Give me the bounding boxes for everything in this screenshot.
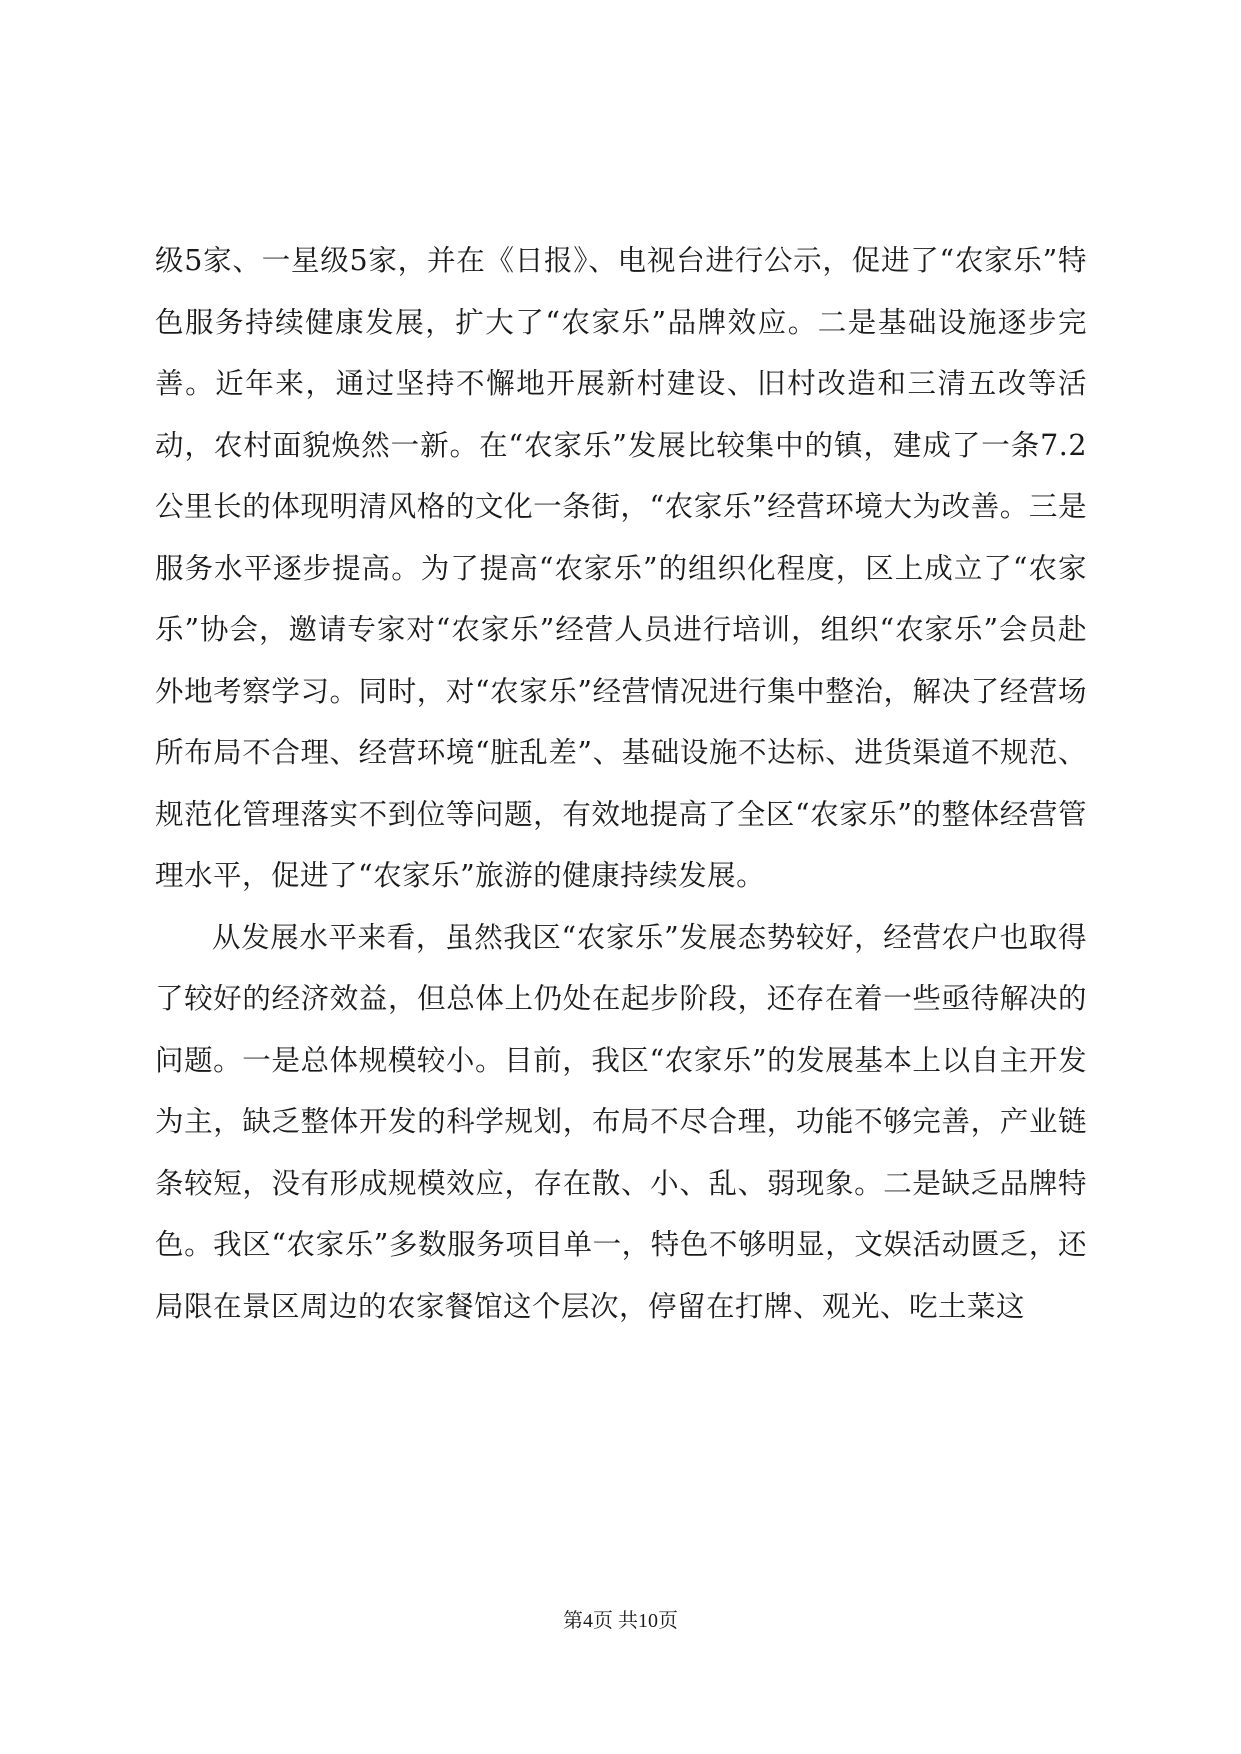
body-text [155, 230, 1087, 1337]
page-footer: 第4页 共10页 [563, 1610, 678, 1632]
paragraph-2: 从发展水平来看，虽然我区“农家乐”发展态势较好，经营农户也取得了较好的经济效益，但总体上仍处在起步阶段，还存在着一些亟待解决的问题。一是总体规模较小。目前，我区“农家乐”的发展基本上以自主开发为主，缺乏整体开发的科学规划，布局不尽合理，功能不够完善，产业链条较短，没有形成规模效应，存在散、小、乱、弱现象。二是缺乏品牌特色。我区“农家乐”多数服务项目单一，特色不够明显，文娱活动匮乏，还局限在景区周边的农家餐馆这个层次，停留在打牌、观光、吃土菜这 [155, 920, 1087, 1323]
paragraph-1: 级5家、一星级5家，并在《日报》、电视台进行公示，促进了“农家乐”特色服务持续健康发展，扩大了“农家乐”品牌效应。二是基础设施逐步完善。近年来，通过坚持不懈地开展新村建设、旧村改造和三清五改等活动，农村面貌焕然一新。在“农家乐”发展比较集中的镇，建成了一条7.2公里长的体现明清风格的文化一条街，“农家乐”经营环境大为改善。三是服务水平逐步提高。为了提高“农家乐”的组织化程度，区上成立了“农家乐”协会，邀请专家对“农家乐”经营人员进行培训，组织“农家乐”会员赴外地考察学习。同时，对“农家乐”经营情况进行集中整治，解决了经营场所布局不合理、经营环境“脏乱差”、基础设施不达标、进货渠道不规范、规范化管理落实不到位等问题，有效地提高了全区“农家乐”的整体经营管理水平，促进了“农家乐”旅游的健康持续发展。 [155, 244, 1087, 892]
